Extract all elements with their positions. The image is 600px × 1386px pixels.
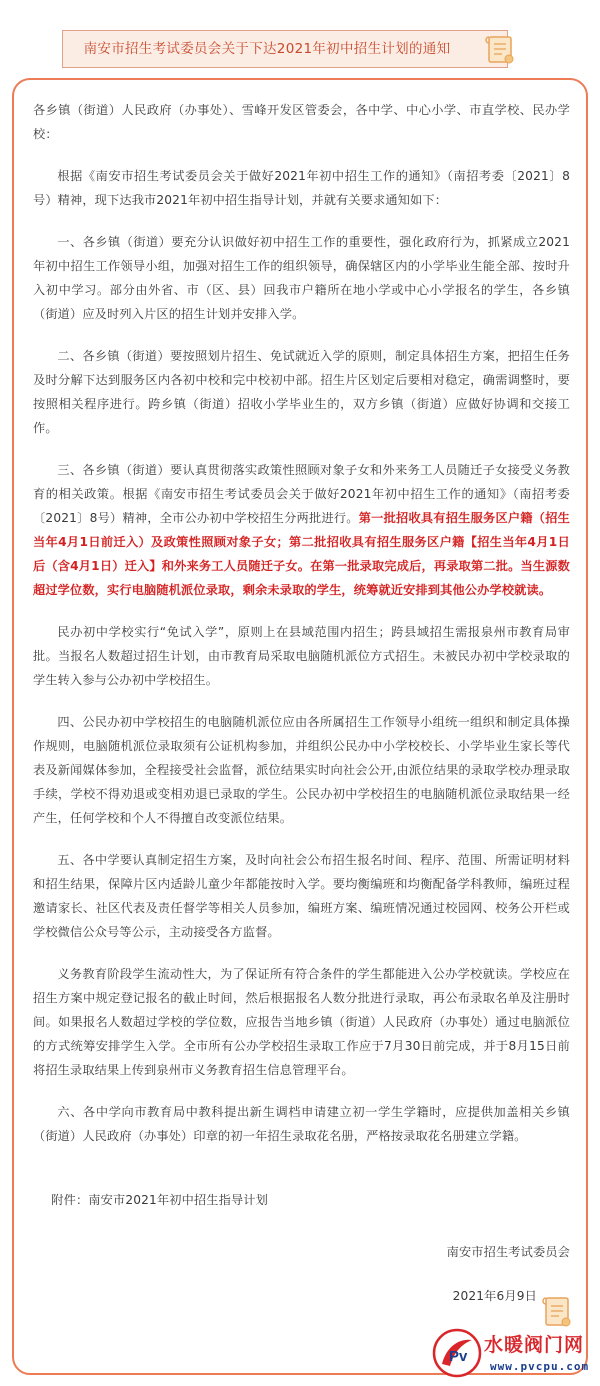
watermark-name: 水暖阀门网	[484, 1334, 585, 1356]
notice-body	[33, 98, 570, 1308]
paragraph-1: 一、各乡镇（街道）要充分认识做好初中招生工作的重要性，强化政府行为，抓紧成立2021年初中招生工作领导小组，加强对招生工作的组织领导，确保辖区内的小学毕业生能全部、按时升入初中学习。部分由外省、市（区、县）回我市户籍所在地小学或中心小学报名的学生，各乡镇（街道）应及时列入片区的招生计划并安排入学。	[33, 235, 570, 321]
signature-date: 2021年6月9日	[452, 1289, 537, 1303]
svg-text:Pv: Pv	[449, 1348, 468, 1365]
title-banner	[62, 30, 508, 68]
attachment-line: 附件：南安市2021年初中招生指导计划	[51, 1193, 268, 1207]
paragraph-2: 二、各乡镇（街道）要按照划片招生、免试就近入学的原则，制定具体招生方案，把招生任务及时分解下达到服务区内各初中校和完中校初中部。招生片区划定后要相对稳定，确需调整时，要按照相关程序进行。跨乡镇（街道）招收小学毕业生的，双方乡镇（街道）应做好协调和交接工作。	[33, 349, 570, 435]
intro-paragraph: 根据《南安市招生考试委员会关于做好2021年初中招生工作的通知》（南招考委〔2021〕8号）精神，现下达我市2021年初中招生指导计划，并就有关要求通知如下：	[33, 169, 570, 207]
site-watermark	[430, 1322, 600, 1386]
paragraph-8: 六、各中学向市教育局中教科提出新生调档申请建立初一学生学籍时，应提供加盖相关乡镇（街道）人民政府（办事处）印章的初一年招生录取花名册，严格按录取花名册建立学籍。	[33, 1105, 570, 1143]
paragraph-7: 义务教育阶段学生流动性大，为了保证所有符合条件的学生都能进入公办学校就读。学校应在招生方案中规定登记报名的截止时间，然后根据报名人数分批进行录取，再公布录取名单及注册时间。如果报名人数超过学校的学位数，应报告当地乡镇（街道）人民政府（办事处）通过电脑派位的方式统筹安排学生入学。全市所有公办学校招生录取工作应于7月30日前完成，并于8月15日前将招生录取结果上传到泉州市义务教育招生信息管理平台。	[33, 967, 570, 1077]
salutation: 各乡镇（街道）人民政府（办事处）、雪峰开发区管委会，各中学、中心小学、市直学校、民办学校：	[33, 103, 570, 141]
paragraph-3-text: 三、各乡镇（街道）要认真贯彻落实政策性照顾对象子女和外来务工人员随迁子女接受义务教育的相关政策。根据《南安市招生考试委员会关于做好2021年初中招生工作的通知》（南招考委〔2021〕8号）精神，全市公办初中学校招生分两批进行。	[33, 463, 570, 525]
page-title: 南安市招生考试委员会关于下达2021年初中招生计划的通知	[83, 41, 451, 57]
paragraph-3	[33, 458, 570, 602]
paragraph-3-highlight: 第一批招收具有招生服务区户籍（招生当年4月1日前迁入）及政策性照顾对象子女；第二批招收具有招生服务区户籍【招生当年4月1日后（含4月1日）迁入】和外来务工人员随迁子女。在第一批录取完成后，再录取第二批。当生源数超过学位数，实行电脑随机派位录取，剩余未录取的学生，统筹就近安排到其他公办学校就读。	[33, 511, 570, 597]
paragraph-4: 民办初中学校实行“免试入学”，原则上在县域范围内招生；跨县域招生需报泉州市教育局审批。当报名人数超过招生计划，由市教育局采取电脑随机派位方式招生。未被民办初中学校录取的学生转入参与公办初中学校招生。	[33, 625, 570, 687]
watermark-url: www.pvcpu.com	[490, 1360, 590, 1373]
document-scroll-icon	[481, 34, 521, 66]
paragraph-5: 四、公民办初中学校招生的电脑随机派位应由各所属招生工作领导小组统一组织和制定具体操作规则，电脑随机派位录取须有公证机构参加，并组织公民办中小学校校长、小学毕业生家长等代表及新闻媒体参加，全程接受社会监督，派位结果实时向社会公开,由派位结果的录取学校办理录取手续，学校不得劝退或变相劝退已录取的学生。公民办初中学校招生的电脑随机派位录取结果一经产生，任何学校和个人不得擅自改变派位结果。	[33, 715, 570, 825]
pv-logo-icon	[432, 1328, 482, 1378]
signature-org: 南安市招生考试委员会	[446, 1245, 570, 1259]
paragraph-6: 五、各中学要认真制定招生方案，及时向社会公布招生报名时间、程序、范围、所需证明材料和招生结果，保障片区内适龄儿童少年都能按时入学。要均衡编班和均衡配备学科教师，编班过程邀请家长、社区代表及责任督学等相关人员参加，编班方案、编班情况通过校园网、校务公开栏或学校微信公众号等公示，主动接受各方监督。	[33, 853, 570, 939]
